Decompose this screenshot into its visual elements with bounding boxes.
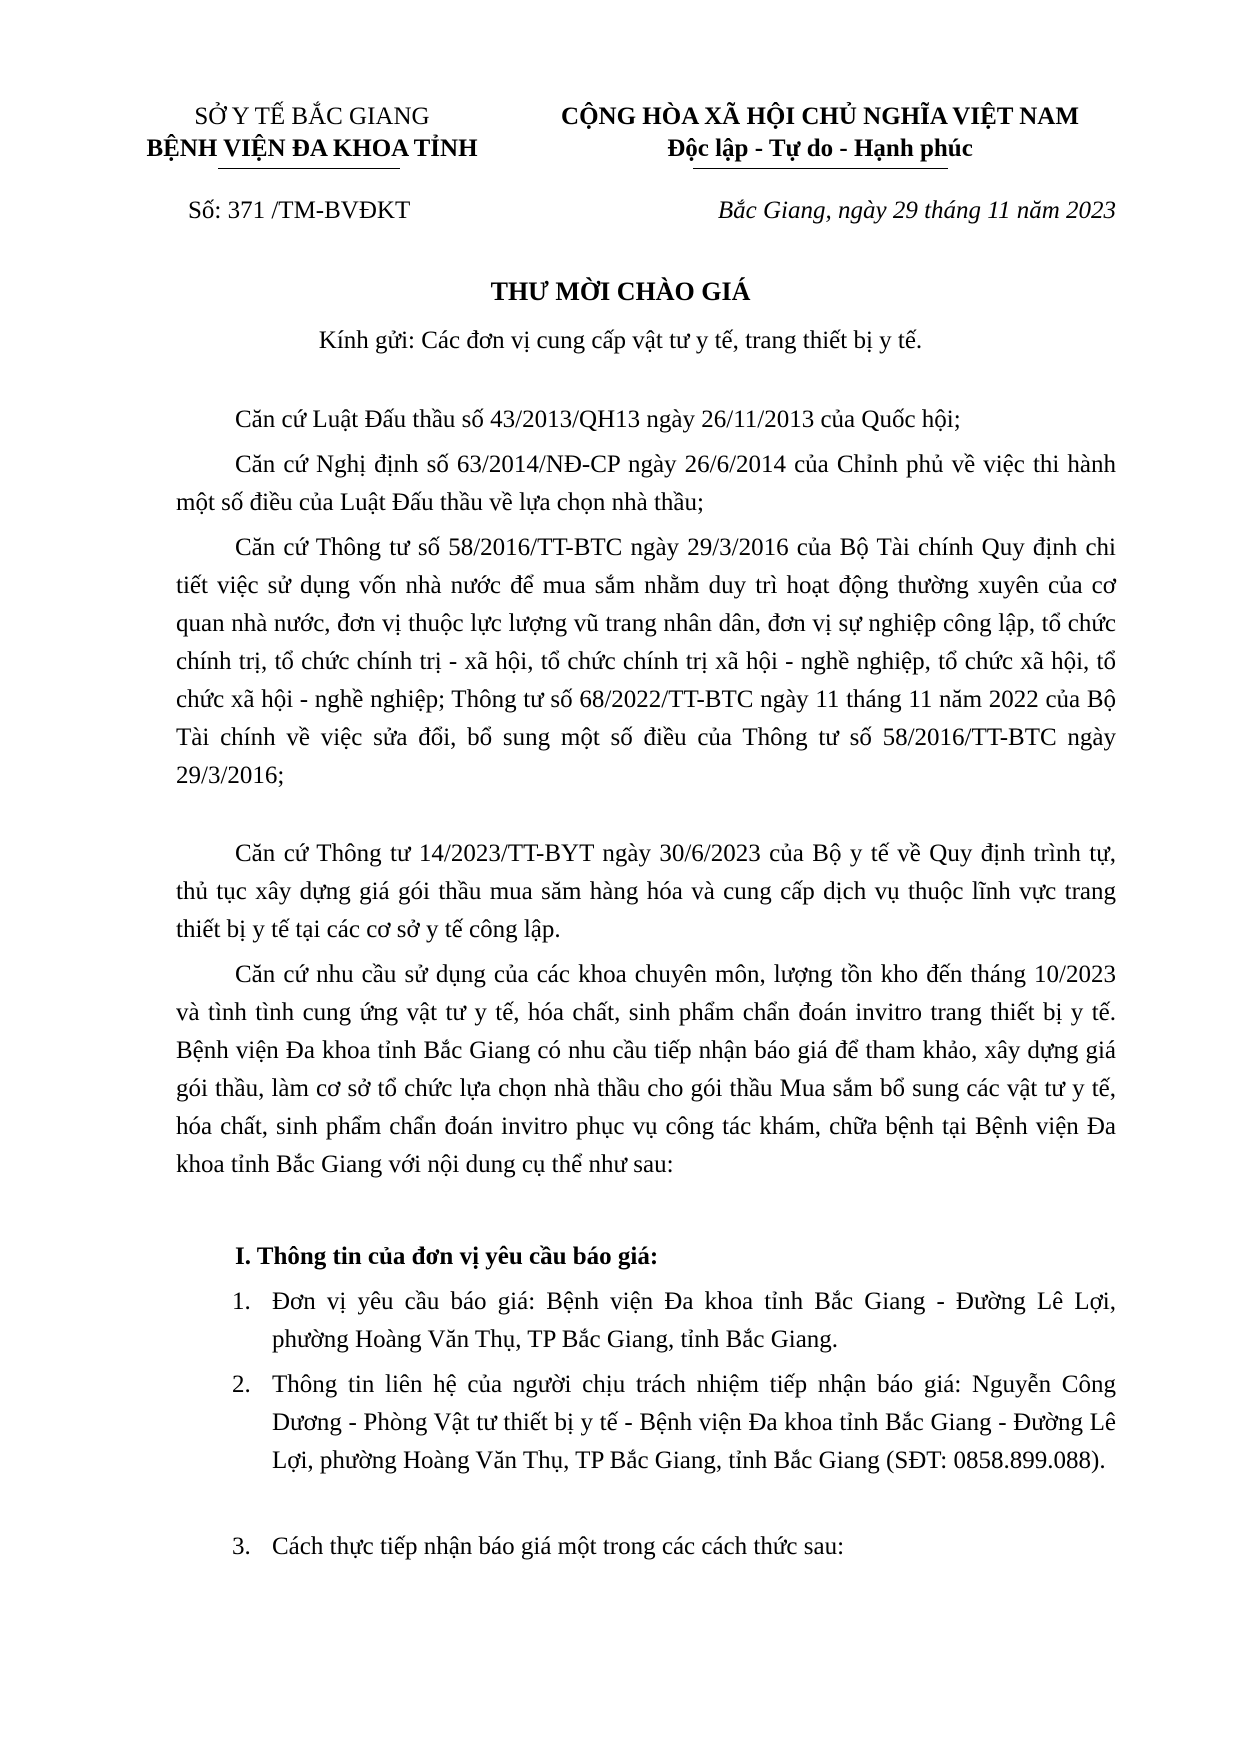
item-text: Cách thực tiếp nhận báo giá một trong các cách thức sau:: [272, 1533, 845, 1560]
agency-name: SỞ Y TẾ BẮC GIANG: [194, 103, 430, 130]
section-1-item-2: [232, 1366, 1116, 1480]
hospital-underline: [218, 168, 400, 169]
basis-paragraph-5: Căn cứ nhu cầu sử dụng của các khoa chuyên môn, lượng tồn kho đến tháng 10/2023 và tình tình cung ứng vật tư y tế, hóa chất, sinh phẩm chẩn đoán invitro trang thiết bị y tế. Bệnh viện Đa khoa tỉnh Bắc Giang có nhu cầu tiếp nhận báo giá để tham khảo, xây dựng giá gói thầu, làm cơ sở tổ chức lựa chọn nhà thầu cho gói thầu Mua sắm bổ sung các vật tư y tế, hóa chất, sinh phẩm chẩn đoán invitro phục vụ công tác khám, chữa bệnh tại Bệnh viện Đa khoa tỉnh Bắc Giang với nội dung cụ thể như sau:: [176, 961, 1116, 1178]
section-1-heading: I. Thông tin của đơn vị yêu cầu báo giá:: [235, 1243, 659, 1270]
basis-paragraph-1: Căn cứ Luật Đấu thầu số 43/2013/QH13 ngày 26/11/2013 của Quốc hội;: [235, 406, 961, 433]
document-title: THƯ MỜI CHÀO GIÁ: [490, 277, 751, 306]
country-name: CỘNG HÒA XÃ HỘI CHỦ NGHĨA VIỆT NAM: [561, 103, 1079, 130]
item-number: 2.: [232, 1371, 251, 1398]
section-1-item-3: [232, 1528, 1116, 1566]
basis-paragraph-2: Căn cứ Nghị định số 63/2014/NĐ-CP ngày 26/6/2014 của Chỉnh phủ về việc thi hành một số điều của Luật Đấu thầu về lựa chọn nhà thầu;: [176, 451, 1116, 516]
section-1-item-1: [232, 1283, 1116, 1359]
item-number: 1.: [232, 1288, 251, 1315]
item-text: Thông tin liên hệ của người chịu trách nhiệm tiếp nhận báo giá: Nguyễn Công Dương - Phòng Vật tư thiết bị y tế - Bệnh viện Đa khoa tỉnh Bắc Giang - Đường Lê Lợi, phường Hoàng Văn Thụ, TP Bắc Giang, tỉnh Bắc Giang (SĐT: 0858.899.088).: [272, 1371, 1116, 1474]
item-number: 3.: [232, 1533, 251, 1560]
place-and-date: Bắc Giang, ngày 29 tháng 11 năm 2023: [717, 197, 1116, 224]
basis-paragraph-3: Căn cứ Thông tư số 58/2016/TT-BTC ngày 29/3/2016 của Bộ Tài chính Quy định chi tiết việc sử dụng vốn nhà nước để mua sắm nhằm duy trì hoạt động thường xuyên của cơ quan nhà nước, đơn vị thuộc lực lượng vũ trang nhân dân, đơn vị sự nghiệp công lập, tổ chức chính trị, tổ chức chính trị - xã hội, tổ chức chính trị xã hội - nghề nghiệp, tổ chức xã hội, tổ chức xã hội - nghề nghiệp; Thông tư số 68/2022/TT-BTC ngày 11 tháng 11 năm 2022 của Bộ Tài chính về việc sửa đổi, bổ sung một số điều của Thông tư số 58/2016/TT-BTC ngày 29/3/2016;: [176, 534, 1116, 789]
item-text: Đơn vị yêu cầu báo giá: Bệnh viện Đa khoa tỉnh Bắc Giang - Đường Lê Lợi, phường Hoàng Văn Thụ, TP Bắc Giang, tỉnh Bắc Giang.: [272, 1288, 1116, 1353]
basis-paragraph-4: Căn cứ Thông tư 14/2023/TT-BYT ngày 30/6/2023 của Bộ y tế về Quy định trình tự, thủ tục xây dựng giá gói thầu mua săm hàng hóa và cung cấp dịch vụ thuộc lĩnh vực trang thiết bị y tế tại các cơ sở y tế công lập.: [176, 840, 1116, 943]
national-motto: Độc lập - Tự do - Hạnh phúc: [667, 135, 973, 162]
document-number: Số: 371 /TM-BVĐKT: [188, 197, 411, 224]
recipient-line: Kính gửi: Các đơn vị cung cấp vật tư y tế, trang thiết bị y tế.: [318, 327, 923, 354]
hospital-name: BỆNH VIỆN ĐA KHOA TỈNH: [146, 135, 478, 162]
motto-underline: [693, 168, 948, 169]
